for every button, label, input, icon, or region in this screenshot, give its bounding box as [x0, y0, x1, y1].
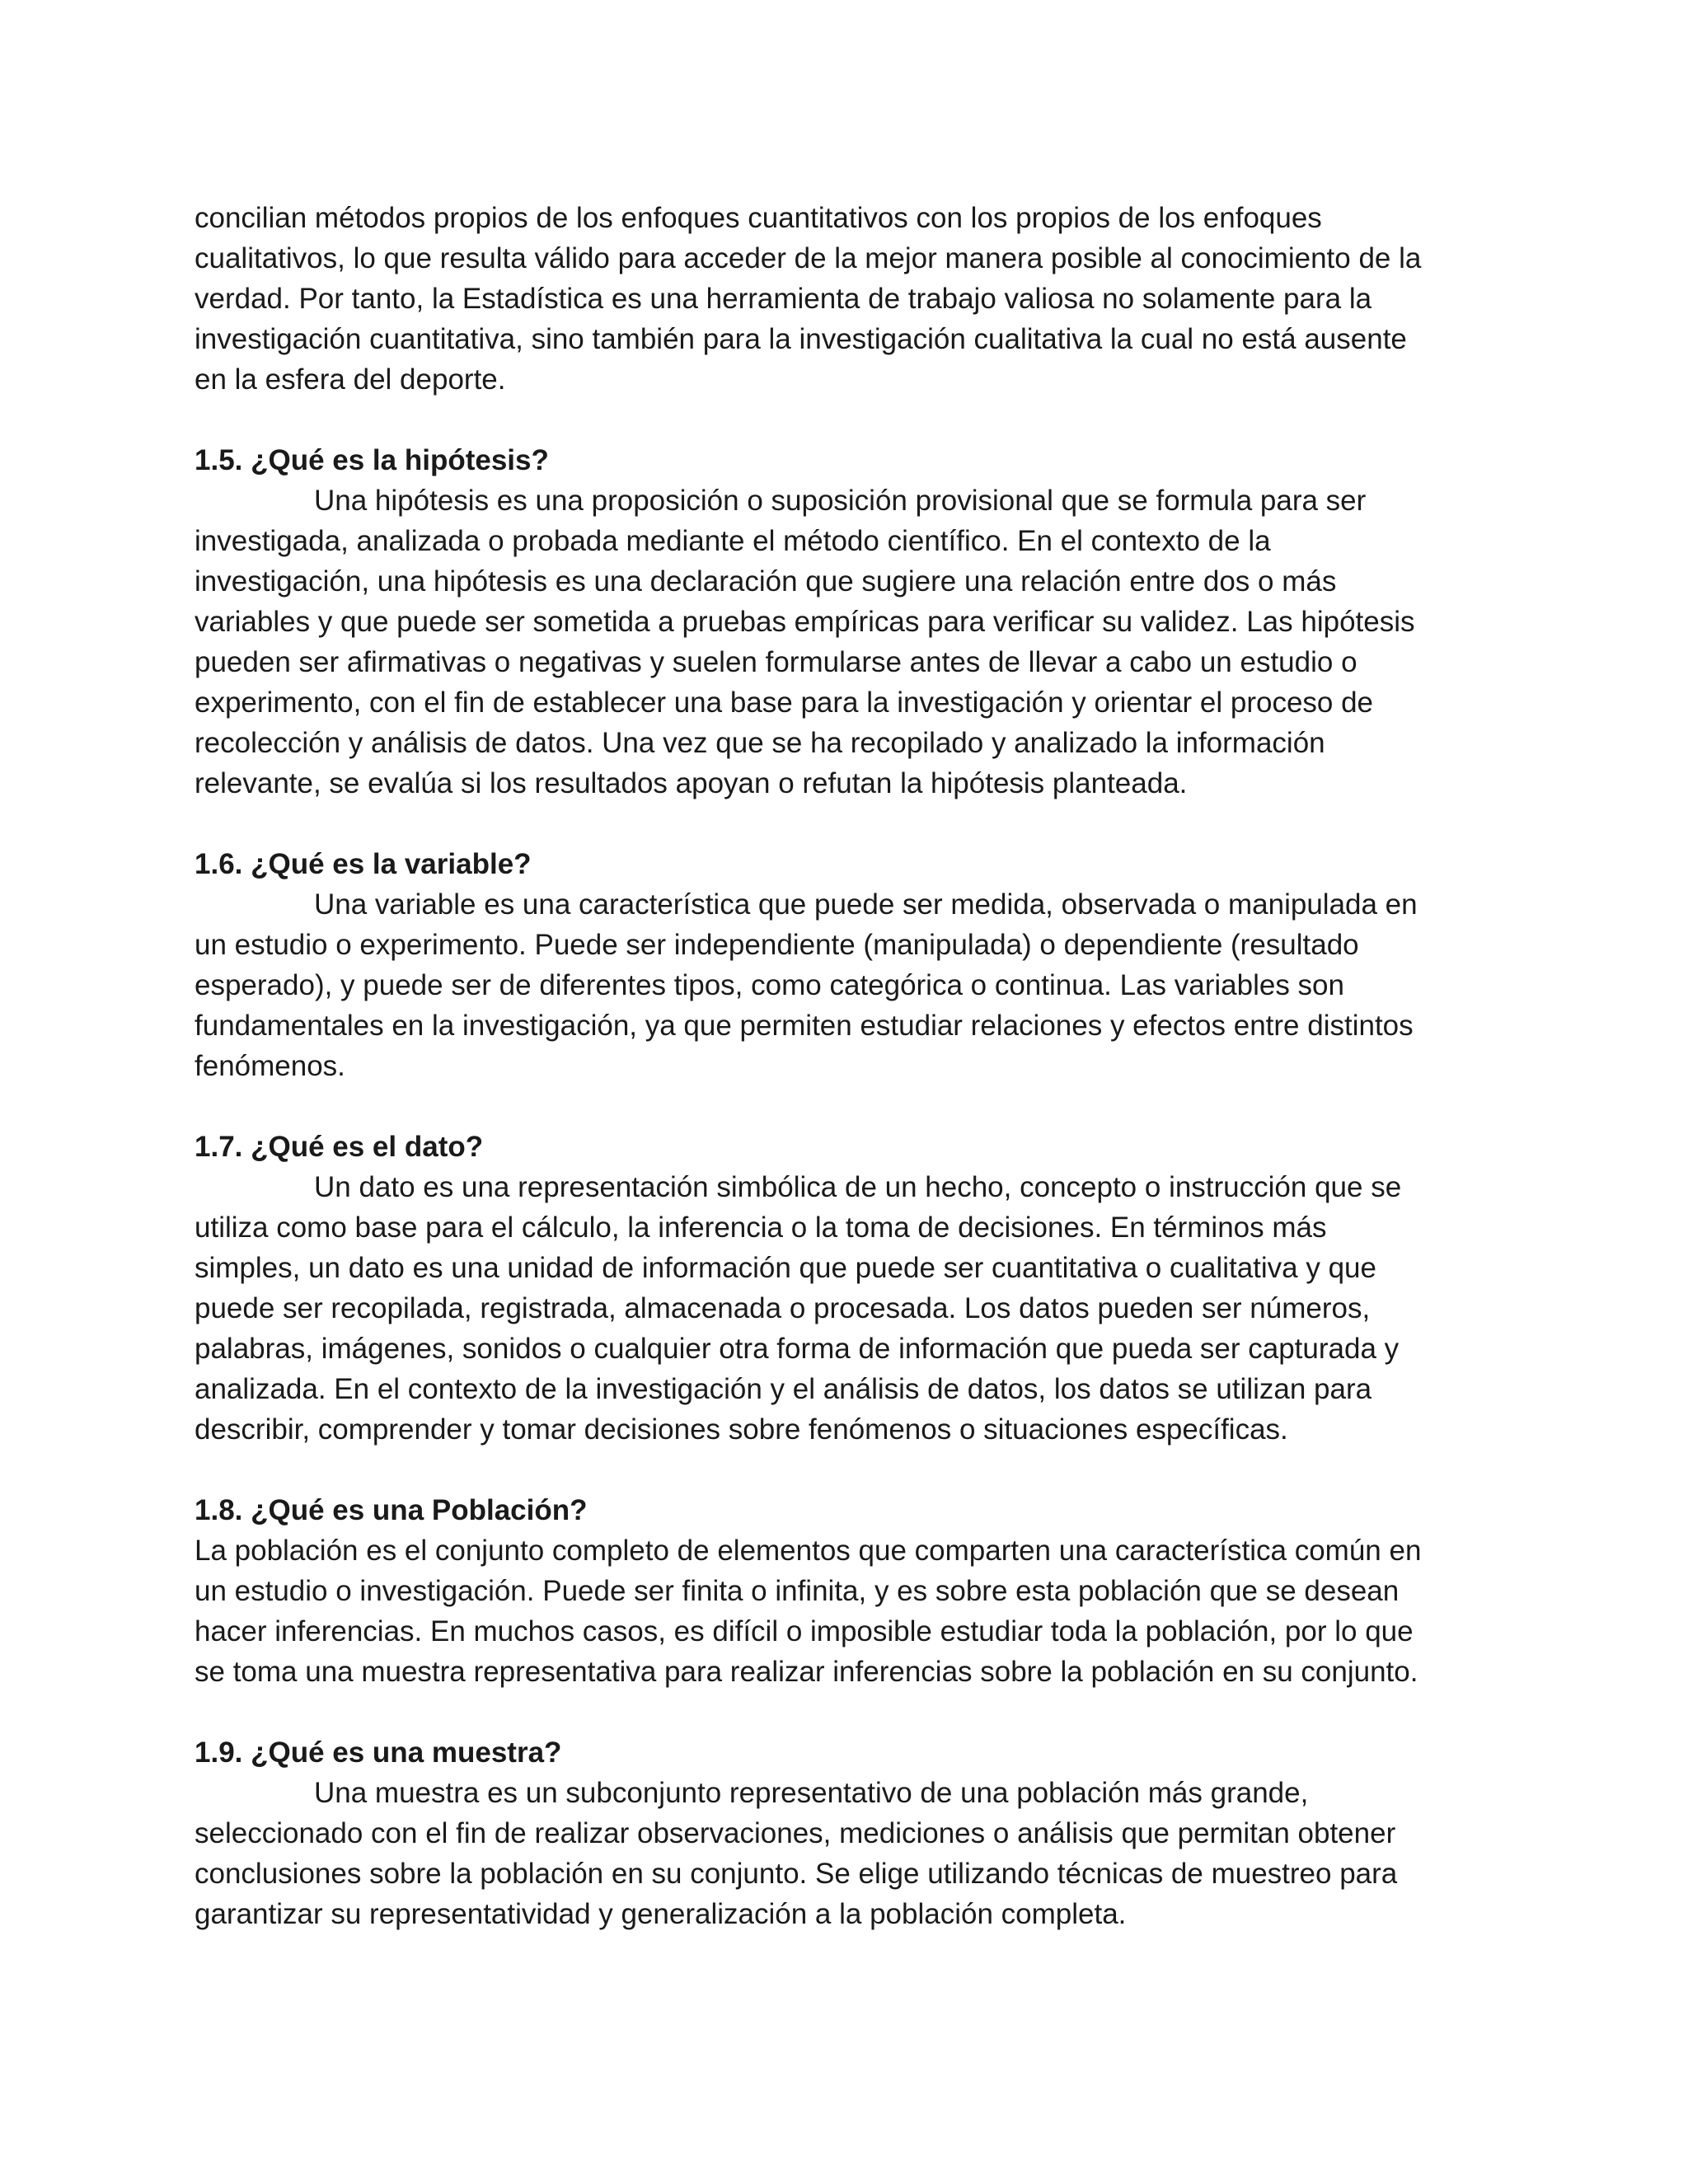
paragraph-line: esperado), y puede ser de diferentes tipos, como categórica o continua. Las variables son: [195, 969, 1344, 1001]
paragraph-line: fenómenos.: [195, 1050, 345, 1082]
paragraph-line: pueden ser afirmativas o negativas y suelen formularse antes de llevar a cabo un estudio o: [195, 646, 1357, 678]
section-poblacion: [195, 1490, 1497, 1692]
paragraph-line: puede ser recopilada, registrada, almacenada o procesada. Los datos pueden ser números,: [195, 1292, 1371, 1324]
paragraph-line: recolección y análisis de datos. Una vez que se ha recopilado y analizado la información: [195, 727, 1325, 759]
paragraph-line: variables y que puede ser sometida a pruebas empíricas para verificar su validez. Las hipótesis: [195, 606, 1415, 638]
paragraph-line: experimento, con el fin de establecer una base para la investigación y orientar el proceso de: [195, 687, 1374, 719]
intro-paragraph: [195, 198, 1497, 400]
paragraph-line: Una muestra es un subconjunto representativo de una población más grande,: [314, 1777, 1309, 1809]
paragraph-line: analizada. En el contexto de la investigación y el análisis de datos, los datos se utilizan para: [195, 1373, 1372, 1405]
section-variable: [195, 844, 1497, 1086]
paragraph-line: en la esfera del deporte.: [195, 363, 506, 396]
section-heading: 1.9. ¿Qué es una muestra?: [195, 1736, 562, 1769]
paragraph-line: Un dato es una representación simbólica de un hecho, concepto o instrucción que se: [314, 1171, 1402, 1203]
paragraph-line: simples, un dato es una unidad de información que puede ser cuantitativa o cualitativa y que: [195, 1252, 1376, 1284]
paragraph-line: relevante, se evalúa si los resultados apoyan o refutan la hipótesis planteada.: [195, 767, 1188, 799]
paragraph-line: Una variable es una característica que puede ser medida, observada o manipulada en: [314, 888, 1418, 921]
paragraph-line: seleccionado con el fin de realizar observaciones, mediciones o análisis que permitan obtener: [195, 1817, 1396, 1849]
section-heading: 1.5. ¿Qué es la hipótesis?: [195, 444, 549, 476]
paragraph-line: garantizar su representatividad y generalización a la población completa.: [195, 1898, 1127, 1930]
paragraph-line: Una hipótesis es una proposición o suposición provisional que se formula para ser: [314, 485, 1367, 517]
document-page: [195, 198, 1497, 1934]
section-heading: 1.7. ¿Qué es el dato?: [195, 1131, 484, 1163]
paragraph-line: fundamentales en la investigación, ya que permiten estudiar relaciones y efectos entre distintos: [195, 1010, 1414, 1042]
section-muestra: [195, 1732, 1497, 1934]
paragraph-line: palabras, imágenes, sonidos o cualquier otra forma de información que pueda ser capturada y: [195, 1333, 1400, 1365]
paragraph-line: verdad. Por tanto, la Estadística es una herramienta de trabajo valiosa no solamente para la: [195, 283, 1372, 315]
paragraph-line: un estudio o experimento. Puede ser independiente (manipulada) o dependiente (resultado: [195, 929, 1359, 961]
paragraph-line: describir, comprender y tomar decisiones sobre fenómenos o situaciones específicas.: [195, 1413, 1288, 1446]
section-dato: [195, 1127, 1497, 1450]
paragraph-line: La población es el conjunto completo de elementos que comparten una característica común en: [195, 1535, 1422, 1567]
paragraph-line: utiliza como base para el cálculo, la inferencia o la toma de decisiones. En términos más: [195, 1212, 1327, 1244]
paragraph-line: cualitativos, lo que resulta válido para acceder de la mejor manera posible al conocimiento de la: [195, 242, 1422, 274]
paragraph-line: concilian métodos propios de los enfoques cuantitativos con los propios de los enfoques: [195, 202, 1322, 234]
paragraph-line: conclusiones sobre la población en su conjunto. Se elige utilizando técnicas de muestreo para: [195, 1858, 1398, 1890]
paragraph-line: investigación cuantitativa, sino también para la investigación cualitativa la cual no está ausente: [195, 323, 1407, 355]
paragraph-line: investigación, una hipótesis es una declaración que sugiere una relación entre dos o más: [195, 565, 1337, 598]
section-hipotesis: [195, 440, 1497, 804]
paragraph-line: investigada, analizada o probada mediante el método científico. En el contexto de la: [195, 525, 1271, 557]
paragraph-line: hacer inferencias. En muchos casos, es difícil o imposible estudiar toda la población, por lo que: [195, 1615, 1414, 1647]
section-heading: 1.6. ¿Qué es la variable?: [195, 848, 532, 880]
section-heading: 1.8. ¿Qué es una Población?: [195, 1494, 588, 1526]
paragraph-line: un estudio o investigación. Puede ser finita o infinita, y es sobre esta población que se desean: [195, 1575, 1400, 1607]
paragraph-line: se toma una muestra representativa para realizar inferencias sobre la población en su conjunto.: [195, 1656, 1418, 1688]
